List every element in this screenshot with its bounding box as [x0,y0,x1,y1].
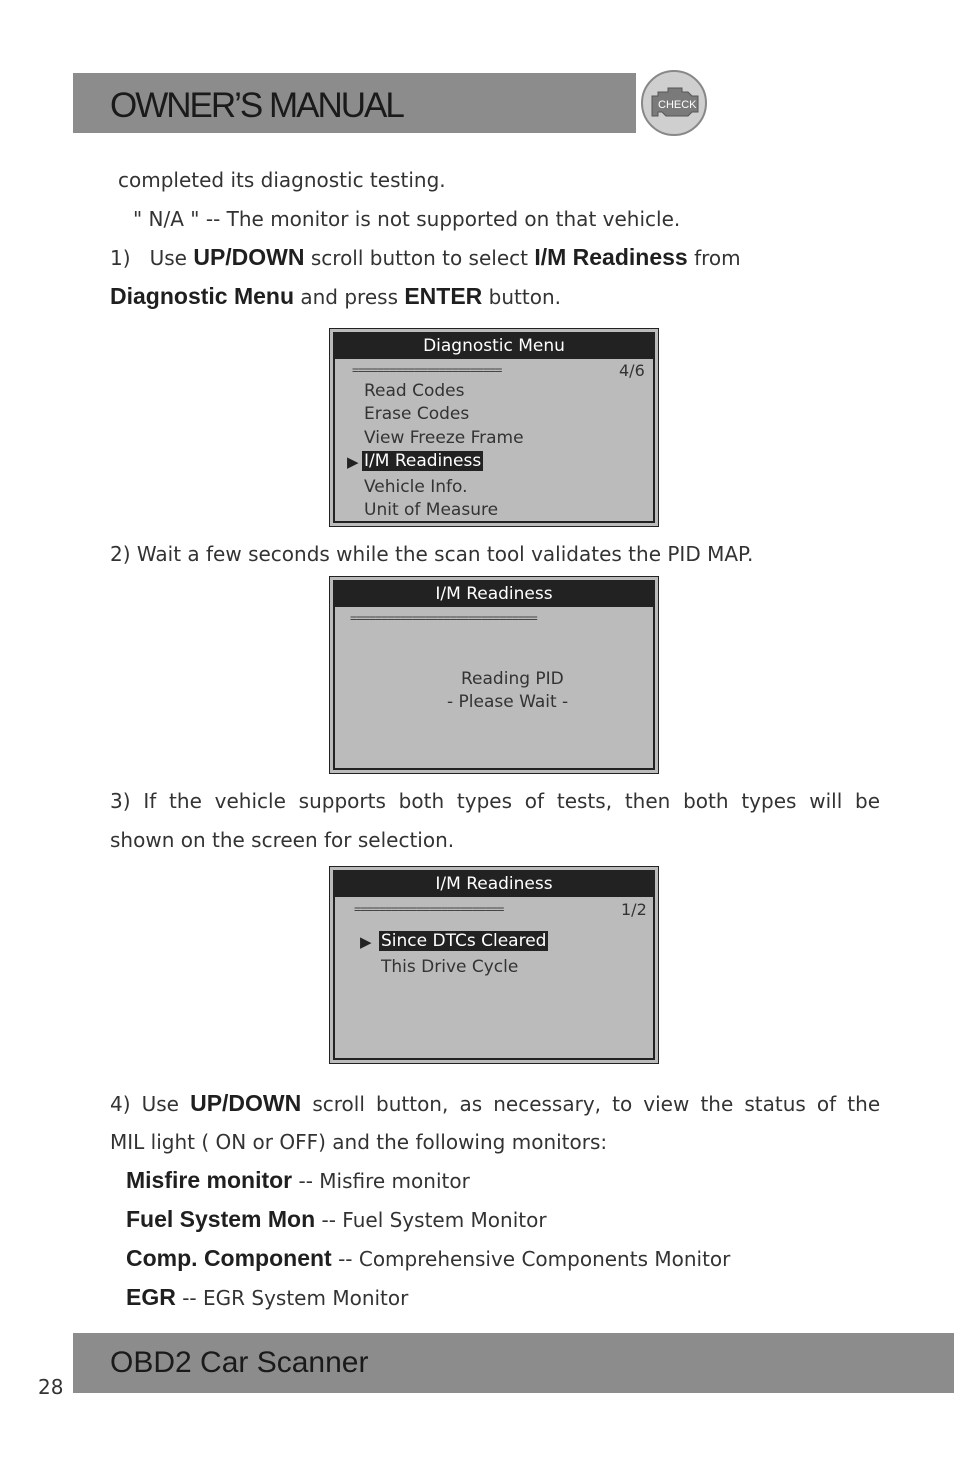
menu-item: Read Codes [364,381,465,401]
step3-word: supports [298,789,386,813]
monitor-name: EGR [126,1284,176,1310]
step4-word: as [459,1092,483,1116]
monitor-name: Fuel System Mon [126,1206,316,1232]
step3-word: then [624,789,671,813]
step4-word: button, [376,1092,449,1116]
menu-item: View Freeze Frame [364,428,524,448]
step3-word: types [456,789,513,813]
intro-line-1: completed its diagnostic testing. [118,168,446,192]
step2-text: 2) Wait a few seconds while the scan tool validates the PID MAP. [110,542,754,566]
selection-arrow-icon: ▶ [347,453,359,471]
step1-bold-4: ENTER [404,283,483,309]
screen-separator: ======================== [354,902,504,916]
step1-text-4: and press [300,285,398,309]
step1-bold-1: UP/DOWN [193,244,305,270]
screen-im-readiness-select [329,866,659,1064]
step1-text-3: from [694,246,741,270]
screen-reading-pid [329,576,659,774]
screen-title: I/M Readiness [334,872,654,897]
step3-word: vehicle [214,789,286,813]
step3-word: of [524,789,545,813]
step4-word: scroll [312,1092,365,1116]
step4-word: to [612,1092,633,1116]
step4-word: the [847,1092,881,1116]
step3-word: be [855,789,881,813]
step4-word: of [816,1092,837,1116]
step1-text-5: button. [488,285,561,309]
menu-item: Vehicle Info. [364,477,468,497]
step3-word: tests, [556,789,613,813]
step1-bold-2: I/M Readiness [534,244,688,270]
footer-title: OBD2 Car Scanner [110,1346,369,1379]
monitor-desc: -- EGR System Monitor [182,1286,409,1310]
menu-item: This Drive Cycle [381,957,519,977]
menu-item-selected: I/M Readiness [364,451,482,471]
step3-line-1 [110,788,880,814]
monitor-item [126,1284,408,1311]
step1-text-2: scroll button to select [310,246,528,270]
step1-text-1: Use [149,246,187,270]
screen-separator: ============================== [350,611,537,625]
screen-diagnostic-menu [329,328,659,527]
monitor-item [126,1167,470,1194]
intro-line-2: " N/A " -- The monitor is not supported on that vehicle. [133,207,681,231]
screen-separator: ======================== [352,363,502,377]
step4-word: necessary, [493,1092,602,1116]
menu-item: Unit of Measure [364,500,499,520]
monitor-desc: -- Comprehensive Components Monitor [338,1247,731,1271]
monitor-name: Misfire monitor [126,1167,293,1193]
step4-number: 4) [110,1092,131,1116]
monitor-item [126,1206,547,1233]
monitor-name: Comp. Component [126,1245,332,1271]
step1-number: 1) [110,246,131,270]
check-engine-badge [641,70,707,136]
step1-line-2 [110,283,561,310]
step4-word: the [700,1092,734,1116]
menu-item: Erase Codes [364,404,470,424]
step4-line-2: MIL light ( ON or OFF) and the following monitors: [110,1130,608,1154]
step3-word: will [809,789,843,813]
page-indicator: 4/6 [619,361,645,380]
screen-title: Diagnostic Menu [334,334,654,359]
status-line-2: - Please Wait - [447,692,569,712]
step4-bold-1: UP/DOWN [190,1090,302,1116]
step1-line-1 [110,244,741,271]
step3-word: both [398,789,445,813]
monitor-desc: -- Fuel System Monitor [321,1208,547,1232]
monitor-item [126,1245,730,1272]
step4-text-1: Use [141,1092,179,1116]
page-number: 28 [38,1375,64,1399]
step3-word: If [143,789,157,813]
status-line-1: Reading PID [461,669,564,689]
screen-title: I/M Readiness [334,582,654,607]
menu-item-selected: Since DTCs Cleared [381,931,547,951]
step3-word: types [741,789,797,813]
step1-bold-3: Diagnostic Menu [110,283,295,309]
selection-arrow-icon: ▶ [360,933,372,951]
check-badge-text: CHECK [658,99,697,111]
monitor-desc: -- Misfire monitor [298,1169,470,1193]
page-title: OWNER’S MANUAL [110,86,403,125]
step4-line-1 [110,1090,880,1117]
step3-word: both [683,789,729,813]
step3-line-2: shown on the screen for selection. [110,828,455,852]
step3-word: 3) [110,789,131,813]
step4-word: view [643,1092,690,1116]
step3-word: the [169,789,202,813]
step4-word: status [744,1092,806,1116]
page-indicator: 1/2 [621,900,647,919]
